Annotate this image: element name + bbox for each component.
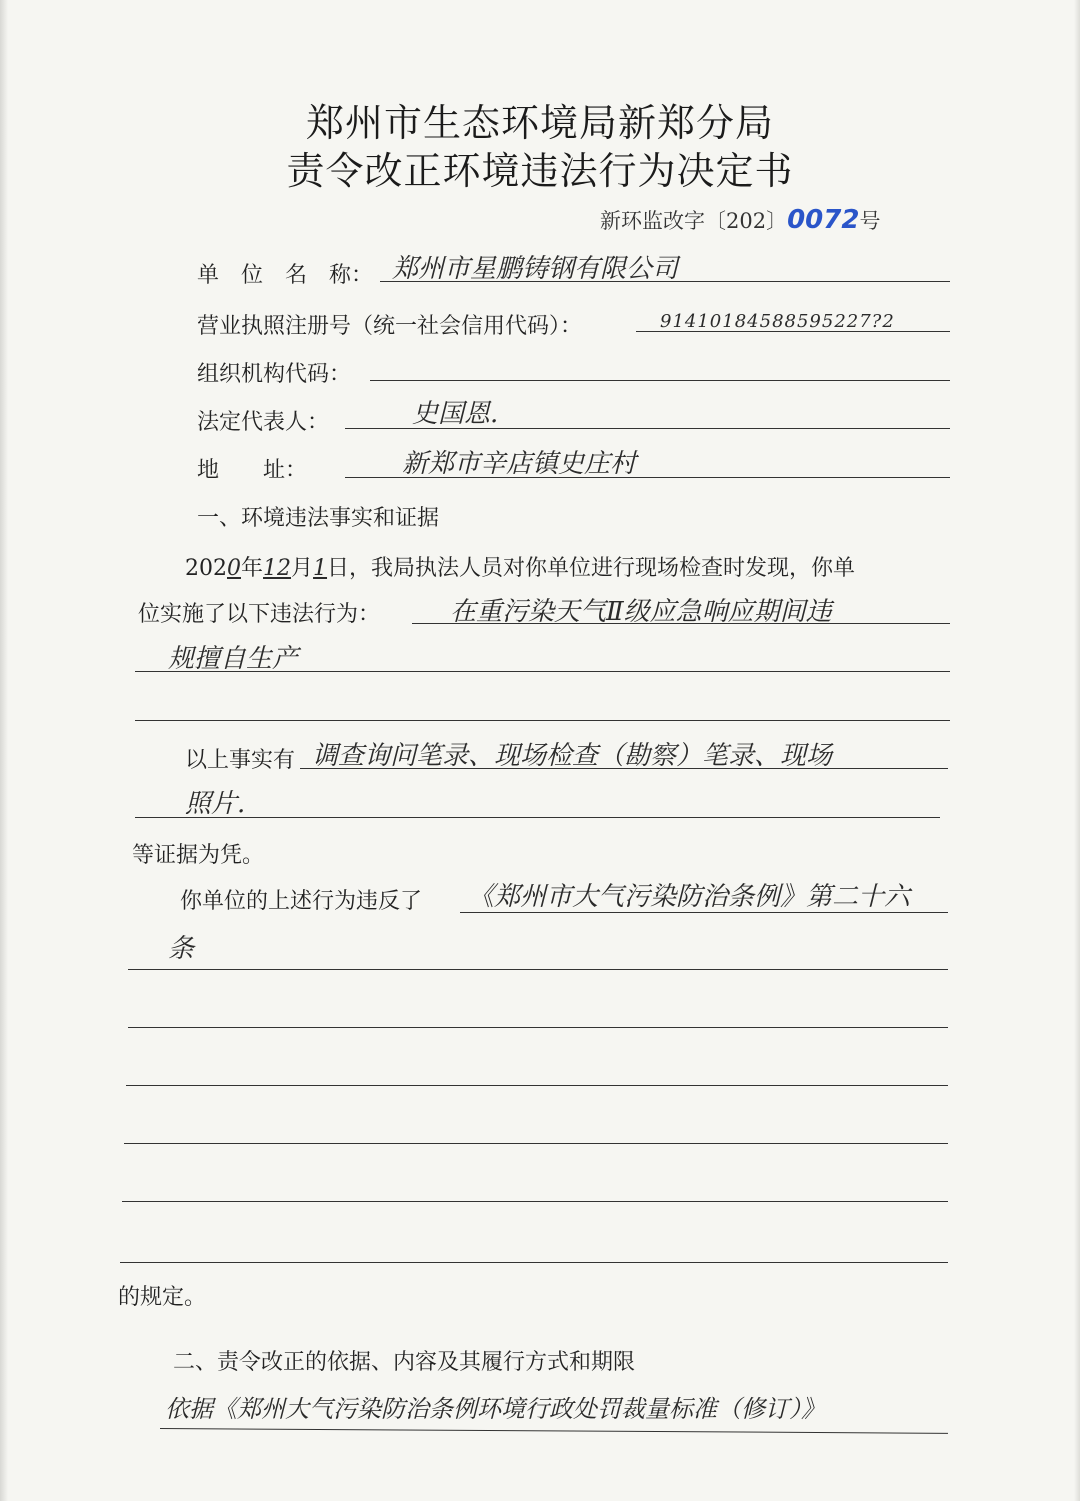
violation-line2: 条 (168, 934, 195, 964)
org-code-underline (370, 380, 950, 381)
date-year: 202 (185, 556, 227, 581)
unit-name-label: 单 位 名 称： (197, 263, 374, 288)
behavior-intro: 位实施了以下违法行为： (138, 602, 381, 627)
document-number (600, 205, 880, 235)
evidence-line1: 调查询问笔录、现场检查（勘察）笔录、现场 (312, 741, 833, 771)
evidence-underline1 (300, 768, 948, 769)
document-number-prefix: 新环监改字〔202 (600, 209, 767, 233)
org-code-label: 组织机构代码： (197, 362, 352, 387)
document-title-line1: 郑州市生态环境局新郑分局 (305, 101, 774, 145)
behavior-underline2 (135, 671, 950, 672)
violation-underline1 (460, 912, 948, 913)
unit-name-underline (380, 281, 950, 282)
behavior-underline1 (412, 623, 950, 624)
date-day-suffix: 日，我局执法人员对你单位进行现场检查时发现，你单 (327, 556, 856, 581)
basis-line: 依据《郑州大气污染防治条例环境行政处罚裁量标准（修订）》 (165, 1395, 825, 1423)
section2-heading: 二、责令改正的依据、内容及其履行方式和期限 (173, 1350, 636, 1375)
address-label: 地 址： (197, 458, 308, 483)
violation-underline5 (124, 1143, 948, 1144)
date-year-suffix: 年 (241, 556, 264, 581)
date-day: 1 (313, 556, 328, 581)
address-value: 新郑市辛店镇史庄村 (402, 449, 637, 479)
violation-intro: 你单位的上述行为违反了 (180, 889, 423, 914)
license-value: 91410184588595227?2 (660, 311, 895, 332)
evidence-end: 等证据为凭。 (132, 843, 265, 868)
unit-name-value: 郑州市星鹏铸钢有限公司 (392, 254, 679, 284)
page-right-edge (1074, 0, 1080, 1501)
document-number-stamp: 0072 (787, 205, 860, 235)
document-title-line2: 责令改正环境违法行为决定书 (286, 149, 794, 193)
inspection-date-line (185, 551, 855, 582)
legal-rep-label: 法定代表人： (197, 410, 330, 435)
date-year-handwritten: 0 (227, 556, 241, 581)
violation-underline7 (120, 1262, 948, 1263)
rule-end: 的规定。 (118, 1285, 207, 1310)
date-month: 12 (263, 556, 292, 581)
legal-rep-value: 史国恩. (412, 399, 499, 429)
evidence-line2: 照片. (185, 789, 246, 819)
section1-heading: 一、环境违法事实和证据 (197, 506, 440, 531)
address-underline (345, 477, 950, 478)
legal-rep-underline (345, 428, 950, 429)
behavior-line2: 规擅自生产 (168, 644, 299, 674)
license-underline (636, 331, 950, 332)
violation-underline3 (128, 1027, 948, 1028)
violation-underline4 (126, 1085, 948, 1086)
license-label: 营业执照注册号（统一社会信用代码）： (197, 314, 583, 339)
basis-underline (160, 1428, 948, 1434)
evidence-intro: 以上事实有 (185, 748, 296, 773)
behavior-underline3 (135, 720, 950, 721)
behavior-line1: 在重污染天气Ⅱ级应急响应期间违 (450, 597, 832, 627)
date-month-suffix: 月 (291, 556, 314, 581)
page-left-edge (0, 0, 8, 1501)
document-number-suffix: 号 (859, 209, 881, 233)
violation-underline6 (122, 1201, 948, 1202)
document-number-close: 〕 (766, 209, 788, 233)
violation-underline2 (128, 969, 948, 970)
violation-line1: 《郑州市大气污染防治条例》第二十六 (468, 882, 911, 912)
evidence-underline2 (135, 817, 940, 818)
